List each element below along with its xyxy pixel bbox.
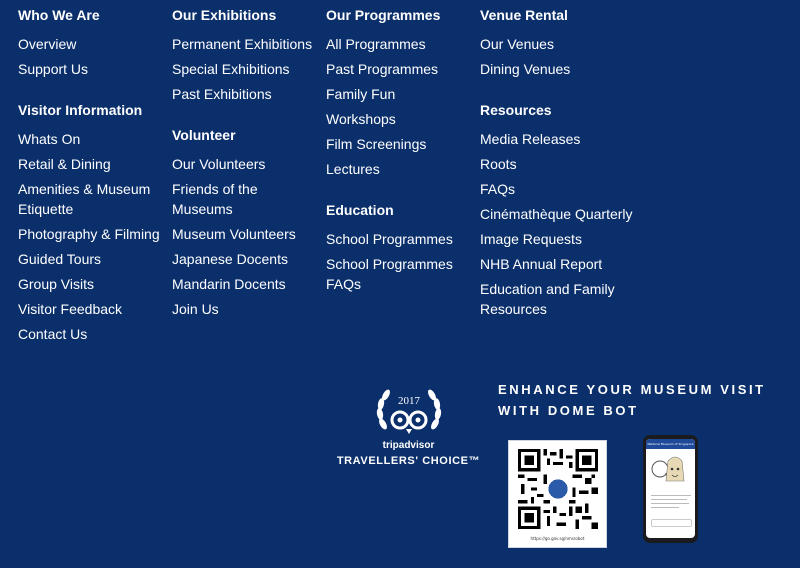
footer-group	[172, 120, 322, 319]
phone-screen	[646, 439, 695, 538]
footer-link-list	[326, 229, 476, 294]
footer-link[interactable]: Group Visits	[18, 276, 94, 292]
footer-link[interactable]: Visitor Feedback	[18, 301, 123, 317]
footer-link[interactable]: Workshops	[326, 111, 396, 127]
footer-link[interactable]: Contact Us	[18, 326, 88, 342]
footer-link[interactable]: Past Exhibitions	[172, 86, 272, 102]
footer-link[interactable]: Whats On	[18, 131, 81, 147]
qr-code-icon	[518, 449, 598, 529]
footer-link[interactable]: NHB Annual Report	[480, 256, 603, 272]
footer-group	[480, 95, 640, 319]
footer-link[interactable]: Mandarin Docents	[172, 276, 286, 292]
footer-link[interactable]: Japanese Docents	[172, 251, 288, 267]
footer-heading: Volunteer	[172, 127, 236, 143]
footer-link[interactable]: Education and Family Resources	[480, 281, 615, 317]
dome-bot-heading: ENHANCE YOUR MUSEUM VISIT WITH DOME BOT	[498, 382, 766, 418]
footer-link[interactable]: FAQs	[480, 181, 516, 197]
footer-link[interactable]: Our Venues	[480, 36, 554, 52]
footer-group	[480, 0, 640, 79]
footer-link[interactable]: Museum Volunteers	[172, 226, 296, 242]
footer-link[interactable]: Overview	[18, 36, 77, 52]
footer-heading: Visitor Information	[18, 102, 143, 118]
footer-link-list	[172, 154, 322, 319]
dome-bot-phone-preview	[643, 435, 698, 543]
footer-link[interactable]: School Programmes FAQs	[326, 256, 453, 292]
footer-link[interactable]: All Programmes	[326, 36, 426, 52]
footer-link-list	[18, 129, 168, 344]
footer-link[interactable]: Guided Tours	[18, 251, 102, 267]
footer-link[interactable]: Join Us	[172, 301, 219, 317]
footer-link[interactable]: Our Volunteers	[172, 156, 266, 172]
footer-heading: Resources	[480, 102, 552, 118]
footer-link[interactable]: Family Fun	[326, 86, 396, 102]
footer-link[interactable]: Lectures	[326, 161, 380, 177]
footer-heading: Education	[326, 202, 394, 218]
footer-link[interactable]: Amenities & Museum Etiquette	[18, 181, 151, 217]
footer-group	[326, 195, 476, 294]
footer-heading: Our Exhibitions	[172, 7, 277, 23]
footer-link[interactable]: Past Programmes	[326, 61, 439, 77]
footer-link[interactable]: Support Us	[18, 61, 89, 77]
footer-heading: Venue Rental	[480, 7, 568, 23]
footer-link[interactable]: Image Requests	[480, 231, 582, 247]
footer-link[interactable]: Roots	[480, 156, 517, 172]
award-year: 2017	[397, 395, 420, 407]
tripadvisor-award[interactable]	[336, 384, 481, 467]
footer-link[interactable]: Retail & Dining	[18, 156, 111, 172]
footer-link-list	[18, 34, 168, 79]
footer-group	[172, 0, 322, 104]
footer-link[interactable]: Cinémathèque Quarterly	[480, 206, 633, 222]
dome-bot-mascot-icon	[646, 451, 695, 491]
footer-link-list	[326, 34, 476, 179]
phone-header: National Museum of Singapore	[646, 439, 695, 449]
footer-link[interactable]: Permanent Exhibitions	[172, 36, 313, 52]
tripadvisor-brand: tripadvisor	[382, 440, 435, 451]
footer-link[interactable]: Dining Venues	[480, 61, 571, 77]
footer-column-2	[172, 0, 322, 335]
footer-link[interactable]: Media Releases	[480, 131, 581, 147]
footer-link[interactable]: Special Exhibitions	[172, 61, 290, 77]
footer-link[interactable]: School Programmes	[326, 231, 453, 247]
travellers-choice-label: TRAVELLERS' CHOICE™	[336, 455, 481, 467]
footer-link[interactable]: Film Screenings	[326, 136, 427, 152]
footer-link[interactable]: Photography & Filming	[18, 226, 160, 242]
footer-link[interactable]: Friends of the Museums	[172, 181, 258, 217]
footer-group	[326, 0, 476, 179]
footer-heading: Who We Are	[18, 7, 100, 23]
footer-link-list	[480, 34, 640, 79]
footer-group	[18, 95, 168, 344]
footer-column-3	[326, 0, 476, 310]
footer-link-list	[172, 34, 322, 104]
footer-column-1	[18, 0, 168, 360]
tripadvisor-owl-laurel-icon	[373, 384, 445, 446]
footer-column-4	[480, 0, 640, 335]
qr-code-url: https://go.gov.sg/nmsrobot	[530, 536, 585, 541]
footer-heading: Our Programmes	[326, 7, 441, 23]
dome-bot-qr-code[interactable]	[508, 440, 607, 548]
footer-link-list	[480, 129, 640, 319]
footer-group	[18, 0, 168, 79]
